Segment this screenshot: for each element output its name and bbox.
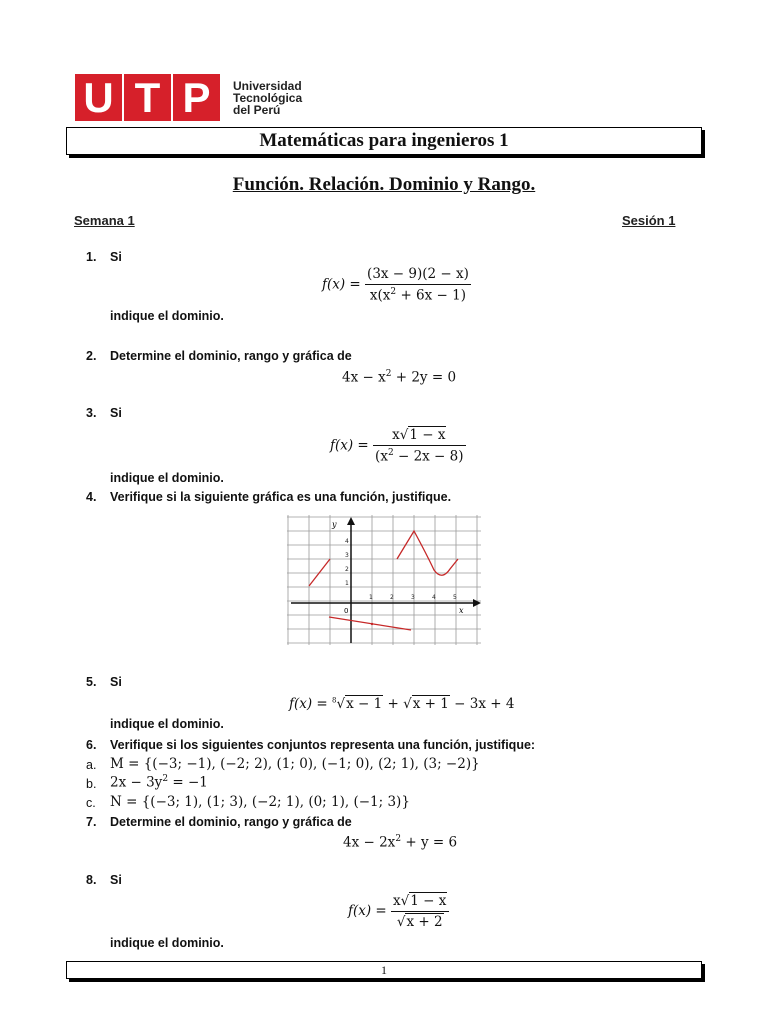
problem-3-numerator: x√1 − x — [373, 427, 465, 446]
x-tick-2: 2 — [390, 594, 394, 601]
problem-6-item-b: $2x - 3y^2 = -1$ — [110, 774, 208, 791]
y-tick-2: 2 — [345, 566, 349, 573]
problem-6-number: 6. — [86, 738, 97, 752]
problem-5-intro: Si — [110, 675, 122, 689]
y-axis-arrow-icon — [347, 517, 355, 525]
problem-6-item-c: N = {(−3; 1), (1; 3), (−2; 1), (0; 1), (−1; 3)} — [110, 794, 410, 810]
y-tick-3: 3 — [345, 552, 349, 559]
week-label: Semana 1 — [74, 213, 135, 228]
problem-2-equation: $4x - x^2 + 2y = 0$ — [342, 369, 457, 386]
problem-4-graph — [287, 515, 483, 645]
problem-1-numerator: (3x − 9)(2 − x) — [365, 266, 471, 285]
problem-7-intro: Determine el dominio, rango y gráfica de — [110, 815, 352, 829]
university-name-line-1: Universidad — [233, 79, 302, 93]
x-tick-4: 4 — [432, 594, 436, 601]
logo-letter-u: U — [75, 74, 122, 121]
problem-7-number: 7. — [86, 815, 97, 829]
origin-label: 0 — [344, 607, 349, 615]
university-name-line-2: Tecnológica — [233, 91, 303, 105]
graph-curve-right-segment — [397, 531, 458, 575]
problem-5-number: 5. — [86, 675, 97, 689]
problem-8-denominator: √x + 2 — [396, 914, 443, 930]
logo-letter-p: P — [173, 74, 220, 121]
problem-7-equation: $4x - 2x^2 + y = 6$ — [343, 834, 458, 851]
problem-6-intro: Verifique si los siguientes conjuntos representa una función, justifique: — [110, 738, 536, 752]
topic-title: Función. Relación. Dominio y Rango. — [232, 174, 536, 195]
problem-2-intro: Determine el dominio, rango y gráfica de — [110, 349, 352, 363]
x-tick-5: 5 — [453, 594, 457, 601]
problem-5-closing: indique el dominio. — [110, 717, 224, 731]
university-name-line-3: del Perú — [233, 103, 281, 117]
problem-8-closing: indique el dominio. — [110, 936, 224, 950]
problem-3-intro: Si — [110, 406, 122, 420]
problem-5-formula: f(x) = $^8$√x − 1 + √x + 1 − 3x + 4 — [289, 696, 515, 712]
problem-4-number: 4. — [86, 490, 97, 504]
y-tick-4: 4 — [345, 538, 349, 545]
problem-1-closing: indique el dominio. — [110, 309, 224, 323]
graph-line-lower-segment — [329, 617, 411, 630]
problem-4-intro: Verifique si la siguiente gráfica es una función, justifique. — [110, 490, 452, 504]
session-label: Sesión 1 — [622, 213, 676, 228]
problem-1-lhs: f(x) = — [322, 276, 361, 293]
graph-point-marker — [371, 623, 373, 625]
y-axis-label: y — [332, 520, 337, 529]
problem-8-intro: Si — [110, 873, 122, 887]
problem-1-denominator: $x(x^2 + 6x - 1)$ — [369, 287, 467, 304]
course-title: Matemáticas para ingenieros 1 — [66, 127, 702, 155]
problem-6-item-a: M = {(−3; −1), (−2; 2), (1; 0), (−1; 0), (2; 1), (3; −2)} — [110, 756, 480, 772]
problem-3-number: 3. — [86, 406, 97, 420]
problem-5-root-index: 8 — [332, 696, 337, 705]
logo-letter-t: T — [124, 74, 171, 121]
x-tick-3: 3 — [411, 594, 415, 601]
problem-3-denominator: $(x^2 - 2x - 8)$ — [375, 448, 464, 465]
problem-6-item-a-label: a. — [86, 758, 97, 772]
page-number: 1 — [66, 961, 702, 979]
problem-8-number: 8. — [86, 873, 97, 887]
problem-6-item-c-label: c. — [86, 796, 96, 810]
problem-1-formula — [322, 266, 471, 304]
problem-1-intro: Si — [110, 250, 122, 264]
problem-8-formula: f(x) = $\frac{x√1 - x}{√x + 2}$ — [348, 893, 449, 930]
x-axis-label: x — [459, 606, 464, 615]
problem-6-item-b-label: b. — [86, 777, 97, 791]
problem-8-numerator: x√1 − x — [391, 893, 449, 912]
x-tick-1: 1 — [369, 594, 373, 601]
graph-curve-left-segment — [309, 559, 330, 586]
problem-1-number: 1. — [86, 250, 97, 264]
problem-3-formula: f(x) = $\frac{x√1 - x}{(x^2 - 2x - 8)}$ — [330, 427, 464, 465]
problem-3-closing: indique el dominio. — [110, 471, 224, 485]
problem-2-number: 2. — [86, 349, 97, 363]
y-tick-1: 1 — [345, 580, 349, 587]
